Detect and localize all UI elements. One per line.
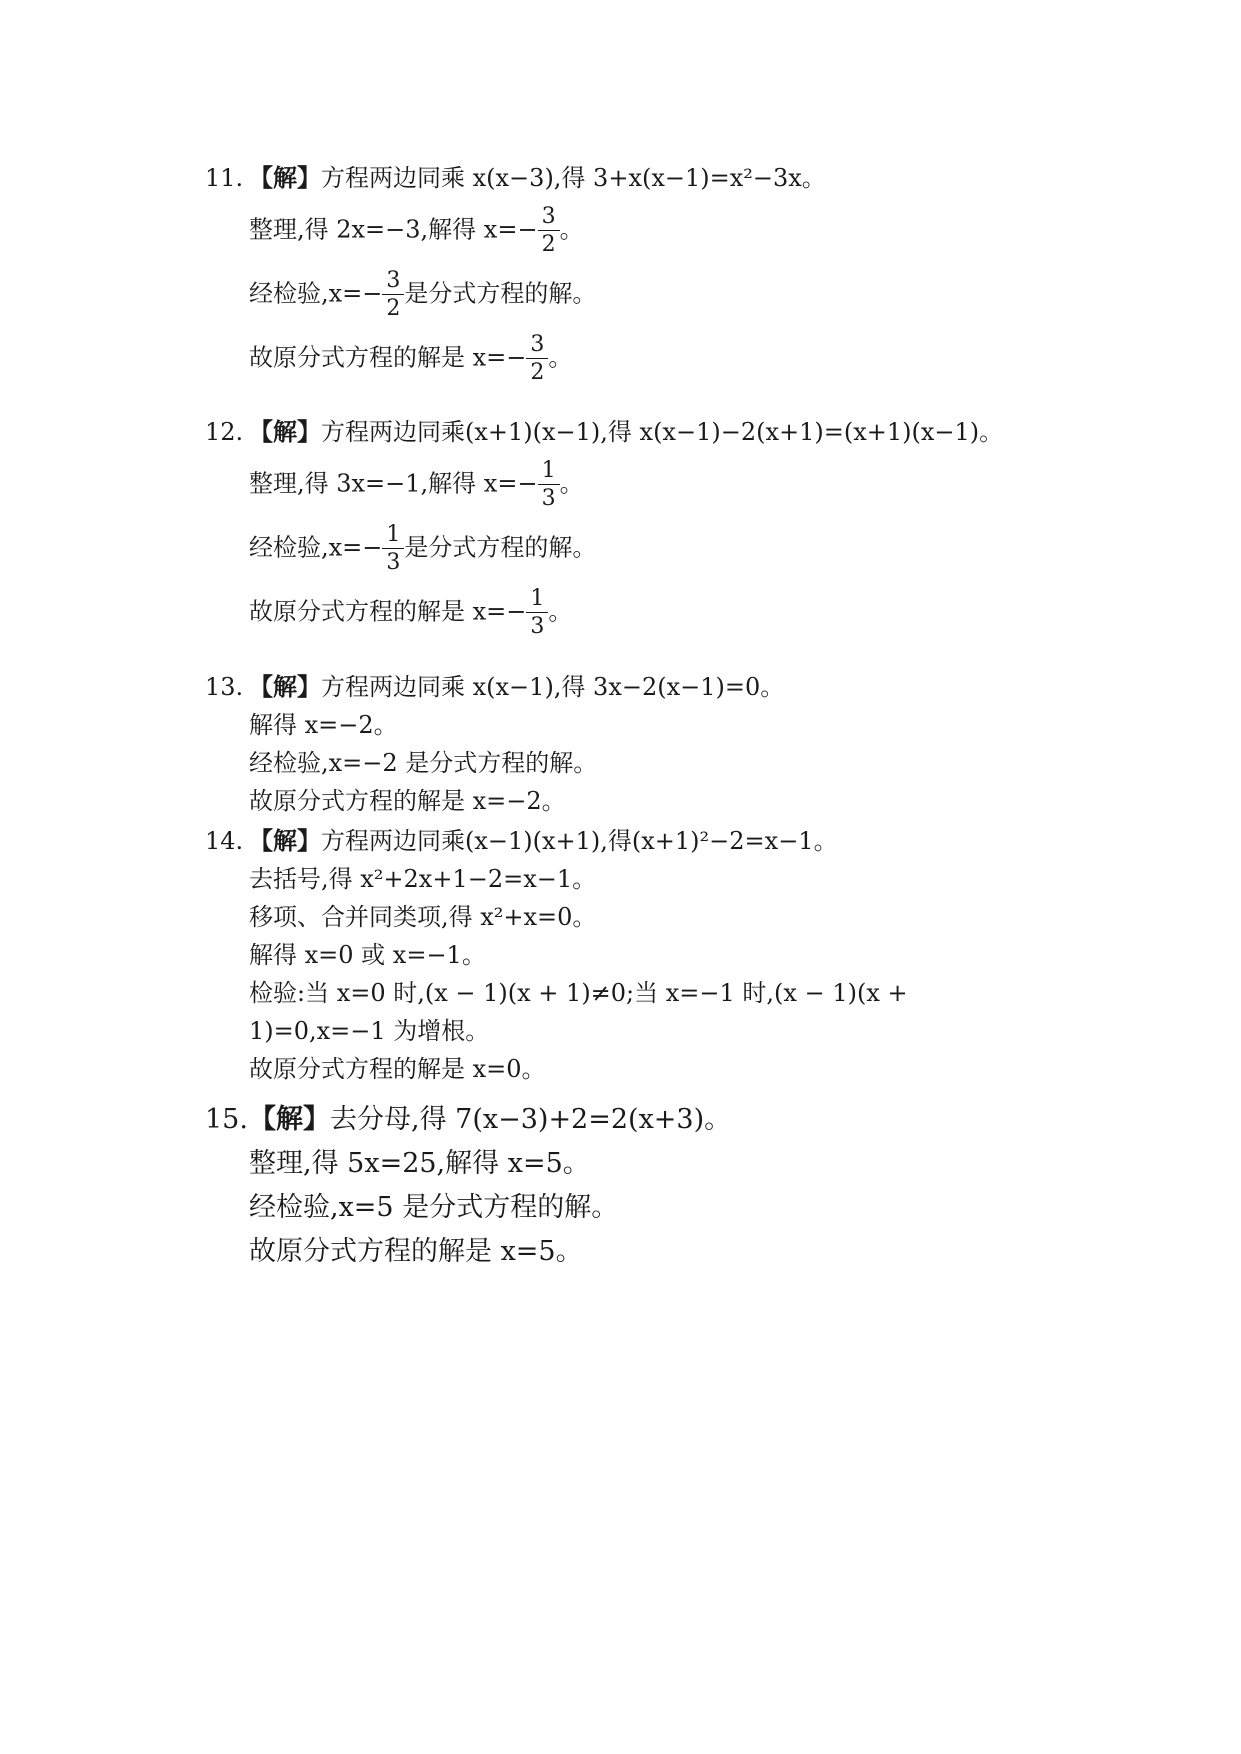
problem-14-line-3: 移项、合并同类项,得 x²+x=0。 <box>249 903 597 931</box>
problem-13-line-4: 故原分式方程的解是 x=−2。 <box>249 787 566 815</box>
fraction-numerator: 1 <box>382 524 404 549</box>
problem-12-line-2 <box>249 460 1105 510</box>
problem-15-line-3: 经检验,x=5 是分式方程的解。 <box>249 1192 619 1223</box>
problem-11-line-1 <box>205 158 1105 192</box>
problem-15-line-1 <box>205 1098 1105 1142</box>
fraction-denominator: 2 <box>541 232 556 257</box>
fraction-denominator: 3 <box>386 550 401 575</box>
fraction <box>382 524 404 574</box>
fraction-denominator: 3 <box>530 614 545 639</box>
problem-12-line-4 <box>249 588 1105 638</box>
problem-15-line-4: 故原分式方程的解是 x=5。 <box>249 1236 583 1267</box>
problem-11-line-4 <box>249 334 1105 384</box>
problem-15-line-2: 整理,得 5x=25,解得 x=5。 <box>249 1148 590 1179</box>
problem-14 <box>205 822 1105 1088</box>
fraction-numerator: 1 <box>538 460 560 485</box>
problem-14-line-6: 1)=0,x=−1 为增根。 <box>249 1017 490 1045</box>
problem-15 <box>205 1098 1105 1274</box>
problem-13 <box>205 668 1105 820</box>
problem-14-line-4: 解得 x=0 或 x=−1。 <box>249 941 486 969</box>
equation-text: 是分式方程的解。 <box>404 279 597 308</box>
equation-text: 经检验,x=− <box>249 279 383 308</box>
equation-text: 是分式方程的解。 <box>404 533 597 562</box>
solution-tag: 【解】 <box>249 672 321 701</box>
problem-11-text: 方程两边同乘 x(x−3),得 3+x(x−1)=x²−3x。 <box>321 164 826 192</box>
equation-text: 故原分式方程的解是 x=− <box>249 597 527 626</box>
period: 。 <box>559 215 584 244</box>
problem-number: 15. <box>205 1104 248 1135</box>
problem-13-line-3: 经检验,x=−2 是分式方程的解。 <box>249 749 598 777</box>
problem-11-line-2 <box>249 206 1105 256</box>
equation-text: 经检验,x=− <box>249 533 383 562</box>
problem-14-line-2: 去括号,得 x²+2x+1−2=x−1。 <box>249 865 597 893</box>
problem-12-text: 方程两边同乘(x+1)(x−1),得 x(x−1)−2(x+1)=(x+1)(x−1)。 <box>321 418 1004 446</box>
problem-number: 14. <box>205 827 244 855</box>
fraction-numerator: 3 <box>538 206 560 231</box>
solution-tag: 【解】 <box>249 1104 330 1135</box>
problem-number: 11. <box>205 164 244 192</box>
problem-14-line-5: 检验:当 x=0 时,(x − 1)(x + 1)≠0;当 x=−1 时,(x − 1)(x + <box>249 979 908 1007</box>
problem-14-line-1 <box>205 822 1105 860</box>
equation-text: 整理,得 2x=−3,解得 x=− <box>249 215 538 244</box>
fraction-denominator: 2 <box>386 296 401 321</box>
problem-number: 12. <box>205 418 244 446</box>
equation-text: 故原分式方程的解是 x=− <box>249 343 527 372</box>
fraction <box>382 270 404 320</box>
solution-tag: 【解】 <box>249 417 321 446</box>
problem-number: 13. <box>205 673 244 701</box>
problem-12 <box>205 412 1105 638</box>
fraction-denominator: 2 <box>530 360 545 385</box>
problem-13-text: 方程两边同乘 x(x−1),得 3x−2(x−1)=0。 <box>321 673 785 701</box>
fraction-denominator: 3 <box>541 486 556 511</box>
problem-13-line-1 <box>205 668 1105 706</box>
solution-tag: 【解】 <box>249 826 321 855</box>
problem-13-line-2: 解得 x=−2。 <box>249 711 398 739</box>
period: 。 <box>548 597 573 626</box>
problem-11-line-3 <box>249 270 1105 320</box>
fraction <box>538 206 560 256</box>
fraction <box>538 460 560 510</box>
period: 。 <box>548 343 573 372</box>
fraction <box>526 334 548 384</box>
fraction-numerator: 3 <box>382 270 404 295</box>
fraction <box>526 588 548 638</box>
problem-15-text: 去分母,得 7(x−3)+2=2(x+3)。 <box>330 1104 732 1135</box>
fraction-numerator: 1 <box>526 588 548 613</box>
problem-14-line-7: 故原分式方程的解是 x=0。 <box>249 1055 546 1083</box>
fraction-numerator: 3 <box>526 334 548 359</box>
period: 。 <box>559 469 584 498</box>
problem-12-line-1 <box>205 412 1105 446</box>
problem-14-text: 方程两边同乘(x−1)(x+1),得(x+1)²−2=x−1。 <box>321 827 838 855</box>
problem-11 <box>205 158 1105 384</box>
solution-tag: 【解】 <box>249 163 321 192</box>
problem-12-line-3 <box>249 524 1105 574</box>
equation-text: 整理,得 3x=−1,解得 x=− <box>249 469 538 498</box>
